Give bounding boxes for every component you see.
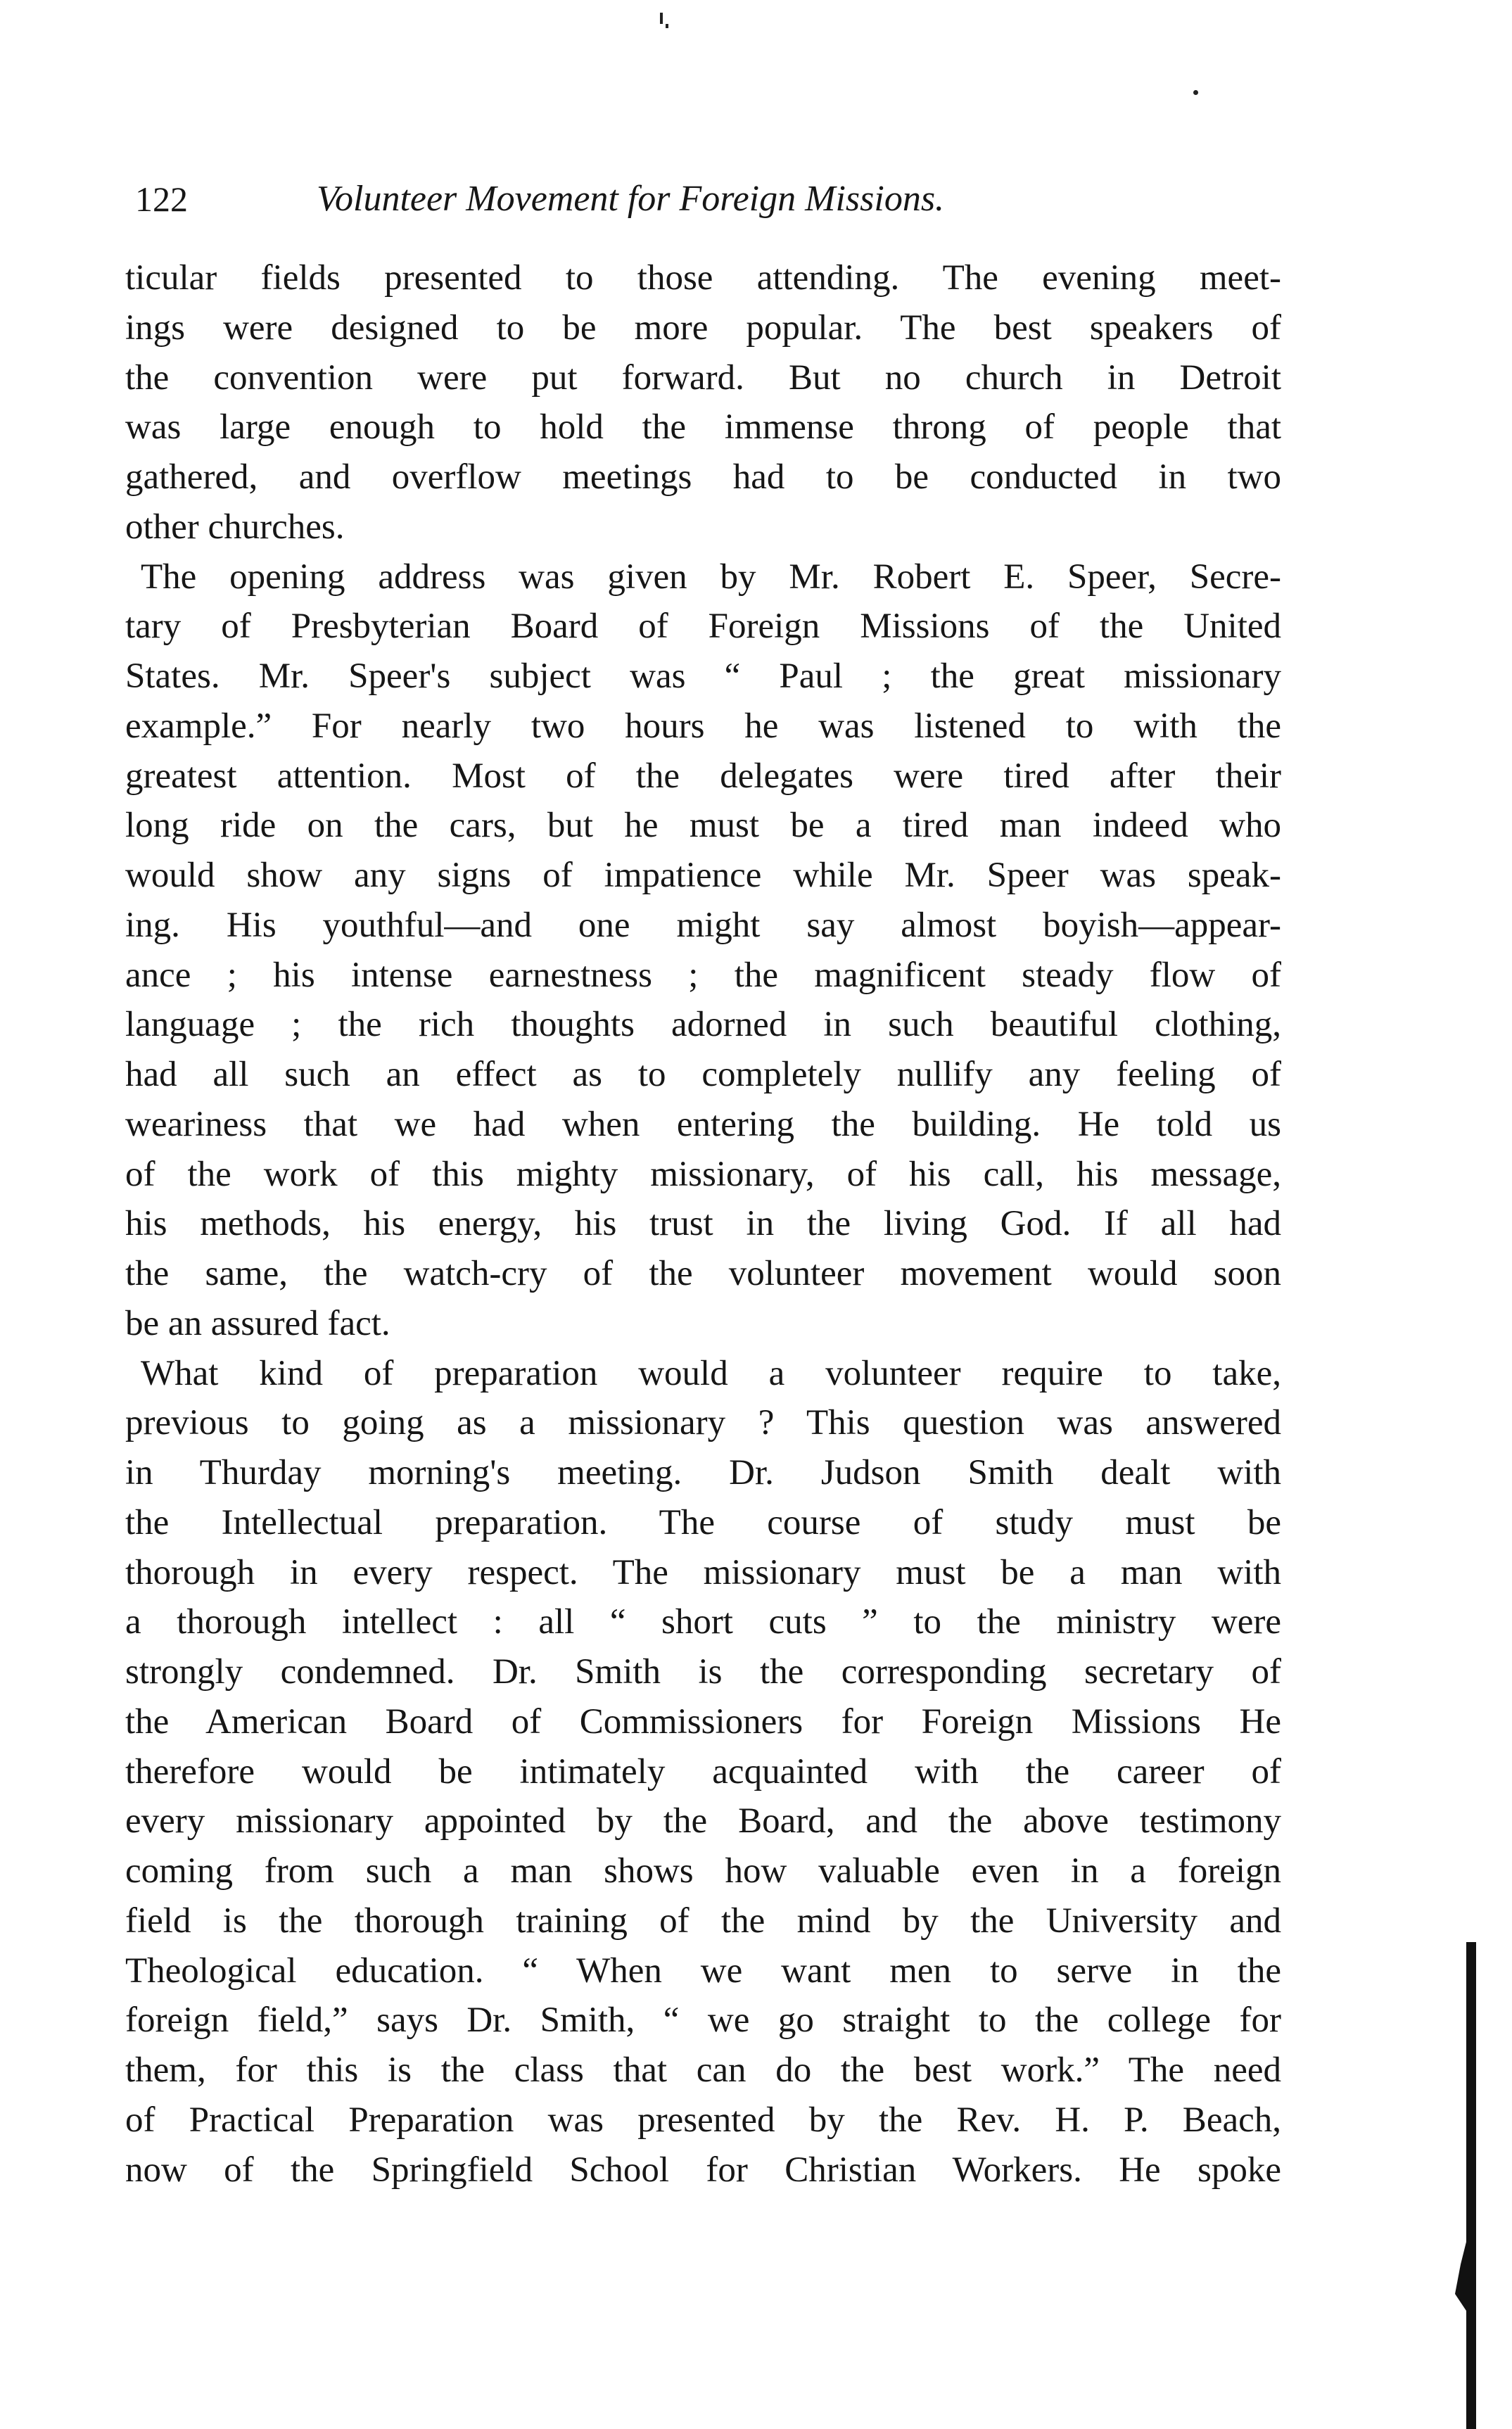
text-line: previous to going as a missionary ? This question was answered: [125, 1403, 1281, 1443]
text-line: language ; the rich thoughts adorned in such beautiful clothing,: [125, 1005, 1281, 1045]
text-line: example.” For nearly two hours he was listened to with the: [125, 706, 1281, 746]
text-line: Theological education. “ When we want men to serve in the: [125, 1951, 1281, 1991]
text-line: other churches.: [125, 507, 345, 547]
text-line: ings were designed to be more popular. The best speakers of: [125, 307, 1281, 348]
text-line: of the work of this mighty missionary, of his call, his message,: [125, 1154, 1281, 1194]
page-edge-notch: [1455, 2231, 1469, 2315]
text-line: the Intellectual preparation. The course of study must be: [125, 1502, 1281, 1542]
speck-mark: [1193, 90, 1198, 95]
text-line: the American Board of Commissioners for Foreign Missions He: [125, 1701, 1281, 1742]
text-line: weariness that we had when entering the building. He told us: [125, 1104, 1281, 1144]
text-line: every missionary appointed by the Board, and the above testimony: [125, 1801, 1281, 1841]
page-number: 122: [135, 179, 188, 219]
text-line: a thorough intellect : all “ short cuts ” to the ministry were: [125, 1602, 1281, 1642]
text-line: them, for this is the class that can do the best work.” The need: [125, 2050, 1281, 2090]
text-line: his methods, his energy, his trust in the living God. If all had: [125, 1204, 1281, 1244]
text-line: was large enough to hold the immense throng of people that: [125, 407, 1281, 448]
text-line: strongly condemned. Dr. Smith is the corresponding secretary of: [125, 1652, 1281, 1692]
text-line: be an assured fact.: [125, 1303, 390, 1343]
text-line: long ride on the cars, but he must be a tired man indeed who: [125, 806, 1281, 846]
text-line: of Practical Preparation was presented by the Rev. H. P. Beach,: [125, 2100, 1281, 2140]
text-line: gathered, and overflow meetings had to be conducted in two: [125, 457, 1281, 497]
text-line: in Thurday morning's meeting. Dr. Judson Smith dealt with: [125, 1453, 1281, 1492]
page-header: [135, 167, 1155, 231]
text-line: ticular fields presented to those attending. The evening meet-: [125, 258, 1281, 298]
text-line: What kind of preparation would a volunteer require to take,: [141, 1353, 1281, 1393]
text-line: ing. His youthful—and one might say almost boyish—appear-: [125, 905, 1281, 945]
text-line: The opening address was given by Mr. Robert E. Speer, Secre-: [141, 557, 1281, 597]
text-line: coming from such a man shows how valuable even in a foreign: [125, 1851, 1281, 1891]
text-line: greatest attention. Most of the delegates were tired after their: [125, 756, 1281, 796]
text-line: States. Mr. Speer's subject was “ Paul ; the great missionary: [125, 657, 1281, 696]
text-line: therefore would be intimately acquainted with the career of: [125, 1751, 1281, 1791]
text-line: field is the thorough training of the mind by the University and: [125, 1901, 1281, 1941]
text-line: thorough in every respect. The missionary must be a man with: [125, 1552, 1281, 1592]
speck-mark: [660, 13, 663, 24]
page-edge-shadow: [1466, 1942, 1476, 2429]
text-line: the convention were put forward. But no church in Detroit: [125, 357, 1281, 398]
speck-mark: [666, 24, 668, 28]
text-line: foreign field,” says Dr. Smith, “ we go straight to the college for: [125, 2000, 1281, 2041]
running-title: Volunteer Movement for Foreign Missions.: [317, 179, 945, 219]
text-line: now of the Springfield School for Christian Workers. He spoke: [125, 2150, 1281, 2190]
body-text: [125, 253, 1281, 2195]
text-line: the same, the watch-cry of the volunteer movement would soon: [125, 1254, 1281, 1293]
text-line: ance ; his intense earnestness ; the magnificent steady flow of: [125, 955, 1281, 995]
text-line: would show any signs of impatience while Mr. Speer was speak-: [125, 856, 1281, 895]
text-line: had all such an effect as to completely nullify any feeling of: [125, 1055, 1281, 1094]
text-line: tary of Presbyterian Board of Foreign Missions of the United: [125, 607, 1281, 647]
